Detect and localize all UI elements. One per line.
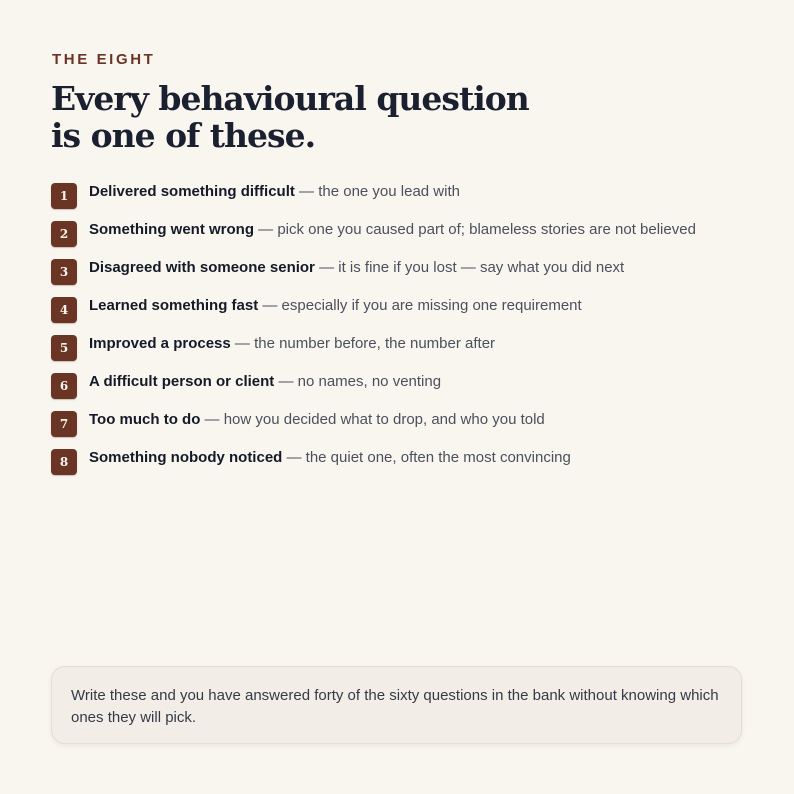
list-item xyxy=(51,408,771,446)
title-line-1: Every behavioural question xyxy=(51,79,529,118)
eyebrow-label: THE EIGHT xyxy=(52,51,156,68)
number-badge: 1 xyxy=(51,183,77,209)
item-description: — the number before, the number after xyxy=(230,335,496,352)
callout-box: Write these and you have answered forty of the sixty questions in the bank without knowing which ones they will pick. xyxy=(51,666,742,744)
question-list xyxy=(51,180,771,484)
item-text xyxy=(89,370,441,394)
item-text xyxy=(89,218,696,242)
item-title: Improved a process xyxy=(89,335,231,352)
item-title: Something went wrong xyxy=(89,221,254,238)
item-text xyxy=(89,256,624,280)
number-badge: 7 xyxy=(51,411,77,437)
number-badge: 3 xyxy=(51,259,77,285)
item-text xyxy=(89,408,545,432)
list-item xyxy=(51,370,771,408)
title-line-2: is one of these. xyxy=(51,116,316,155)
item-title: Something nobody noticed xyxy=(89,449,283,466)
item-description: — the quiet one, often the most convincing xyxy=(282,449,571,466)
list-item xyxy=(51,294,771,332)
item-description: — pick one you caused part of; blameless stories are not believed xyxy=(254,221,696,238)
item-description: — the one you lead with xyxy=(294,183,460,200)
list-item xyxy=(51,218,771,256)
item-text xyxy=(89,446,571,470)
list-item xyxy=(51,446,771,484)
list-item xyxy=(51,180,771,218)
item-description: — how you decided what to drop, and who you told xyxy=(200,411,545,428)
item-text xyxy=(89,294,582,318)
item-title: Disagreed with someone senior xyxy=(89,259,315,276)
item-title: Learned something fast xyxy=(89,297,259,314)
item-description: — especially if you are missing one requirement xyxy=(258,297,582,314)
item-title: Delivered something difficult xyxy=(89,183,295,200)
item-text xyxy=(89,180,460,204)
item-title: A difficult person or client xyxy=(89,373,275,390)
number-badge: 4 xyxy=(51,297,77,323)
number-badge: 6 xyxy=(51,373,77,399)
number-badge: 5 xyxy=(51,335,77,361)
item-description: — no names, no venting xyxy=(274,373,442,390)
list-item xyxy=(51,256,771,294)
item-title: Too much to do xyxy=(89,411,201,428)
page-title xyxy=(51,80,671,154)
item-description: — it is fine if you lost — say what you did next xyxy=(314,259,625,276)
number-badge: 8 xyxy=(51,449,77,475)
number-badge: 2 xyxy=(51,221,77,247)
item-text xyxy=(89,332,495,356)
list-item xyxy=(51,332,771,370)
